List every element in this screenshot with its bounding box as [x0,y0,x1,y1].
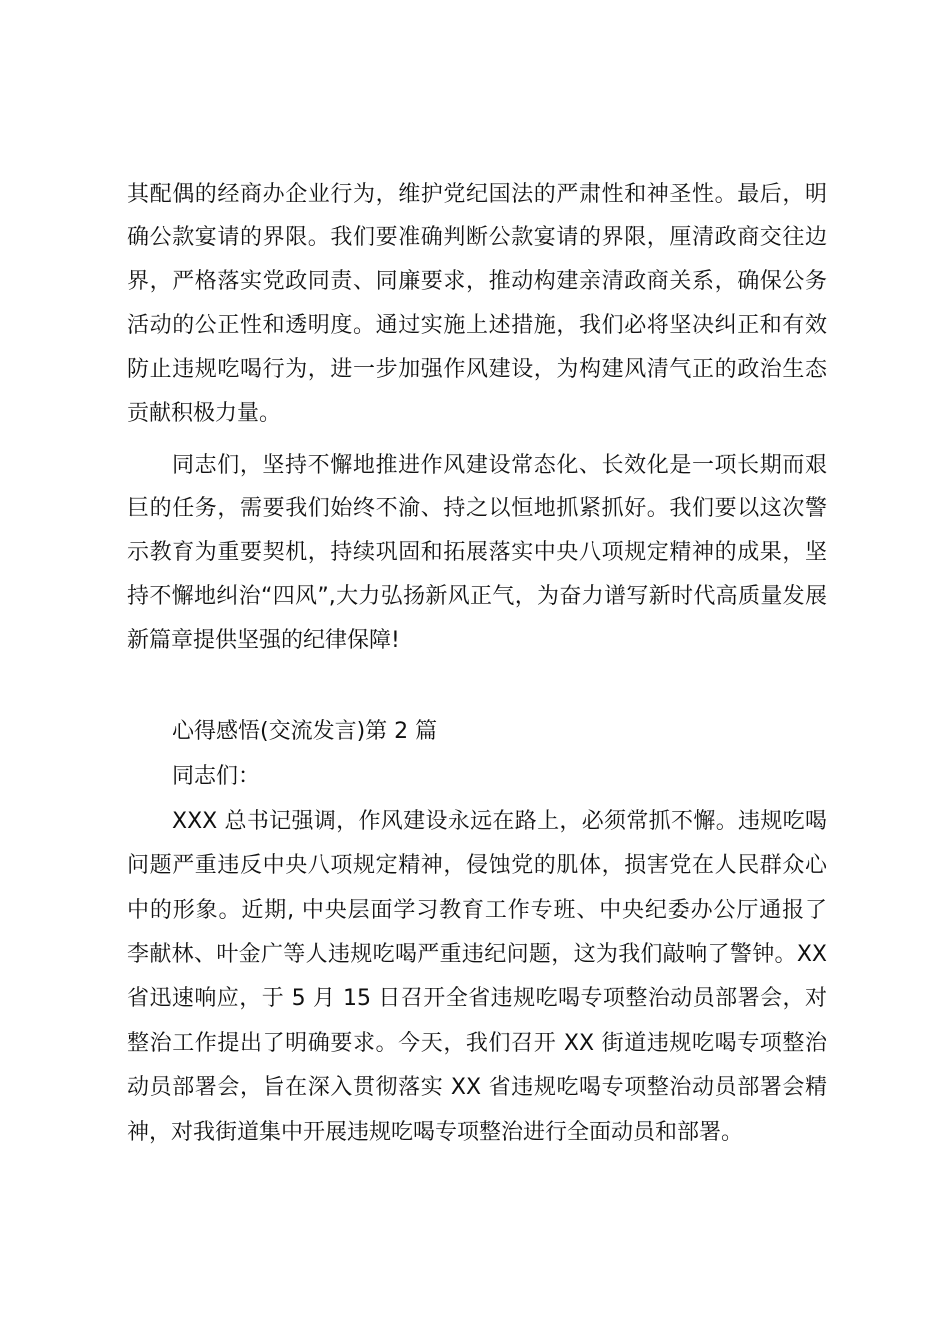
paragraph-3-line: 整治工作提出了明确要求。今天，我们召开 XX 街道违规吃喝专项整治 [127,1031,827,1056]
paragraph-1-line: 贡献积极力量。 [127,401,282,426]
section-heading: 心得感悟(交流发言)第 2 篇 [172,719,438,744]
paragraph-3-line: 中的形象。近期, 中央层面学习教育工作专班、中央纪委办公厅通报了 [127,898,827,923]
paragraph-2-line: 示教育为重要契机，持续巩固和拓展落实中央八项规定精神的成果，坚 [127,540,827,565]
paragraph-3-line: 神，对我街道集中开展违规吃喝专项整治进行全面动员和部署。 [127,1120,744,1145]
paragraph-3-line: XXX 总书记强调，作风建设永远在路上，必须常抓不懈。违规吃喝 [172,809,827,834]
salutation: 同志们： [172,764,261,789]
paragraph-2-line: 新篇章提供坚强的纪律保障! [127,628,400,653]
paragraph-3-line: 李献林、叶金广等人违规吃喝严重违纪问题，这为我们敲响了警钟。XX [127,942,827,967]
paragraph-3-line: 省迅速响应，于 5 月 15 日召开全省违规吃喝专项整治动员部署会，对 [127,986,827,1011]
paragraph-3-line: 问题严重违反中央八项规定精神，侵蚀党的肌体，损害党在人民群众心 [127,853,827,878]
paragraph-1-line: 活动的公正性和透明度。通过实施上述措施，我们必将坚决纠正和有效 [127,313,827,338]
paragraph-2-line: 同志们，坚持不懈地推进作风建设常态化、长效化是一项长期而艰 [172,453,827,478]
paragraph-1-line: 确公款宴请的界限。我们要准确判断公款宴请的界限，厘清政商交往边 [127,225,827,250]
paragraph-1-line: 防止违规吃喝行为，进一步加强作风建设，为构建风清气正的政治生态 [127,357,827,382]
paragraph-3-line: 动员部署会，旨在深入贯彻落实 XX 省违规吃喝专项整治动员部署会精 [127,1075,827,1100]
paragraph-2-line: 巨的任务，需要我们始终不渝、持之以恒地抓紧抓好。我们要以这次警 [127,496,827,521]
paragraph-1-line: 其配偶的经商办企业行为，维护党纪国法的严肃性和神圣性。最后，明 [127,182,827,207]
paragraph-1-line: 界，严格落实党政同责、同廉要求，推动构建亲清政商关系，确保公务 [127,269,827,294]
paragraph-2-line: 持不懈地纠治“四风”,大力弘扬新风正气，为奋力谱写新时代高质量发展 [127,584,827,609]
